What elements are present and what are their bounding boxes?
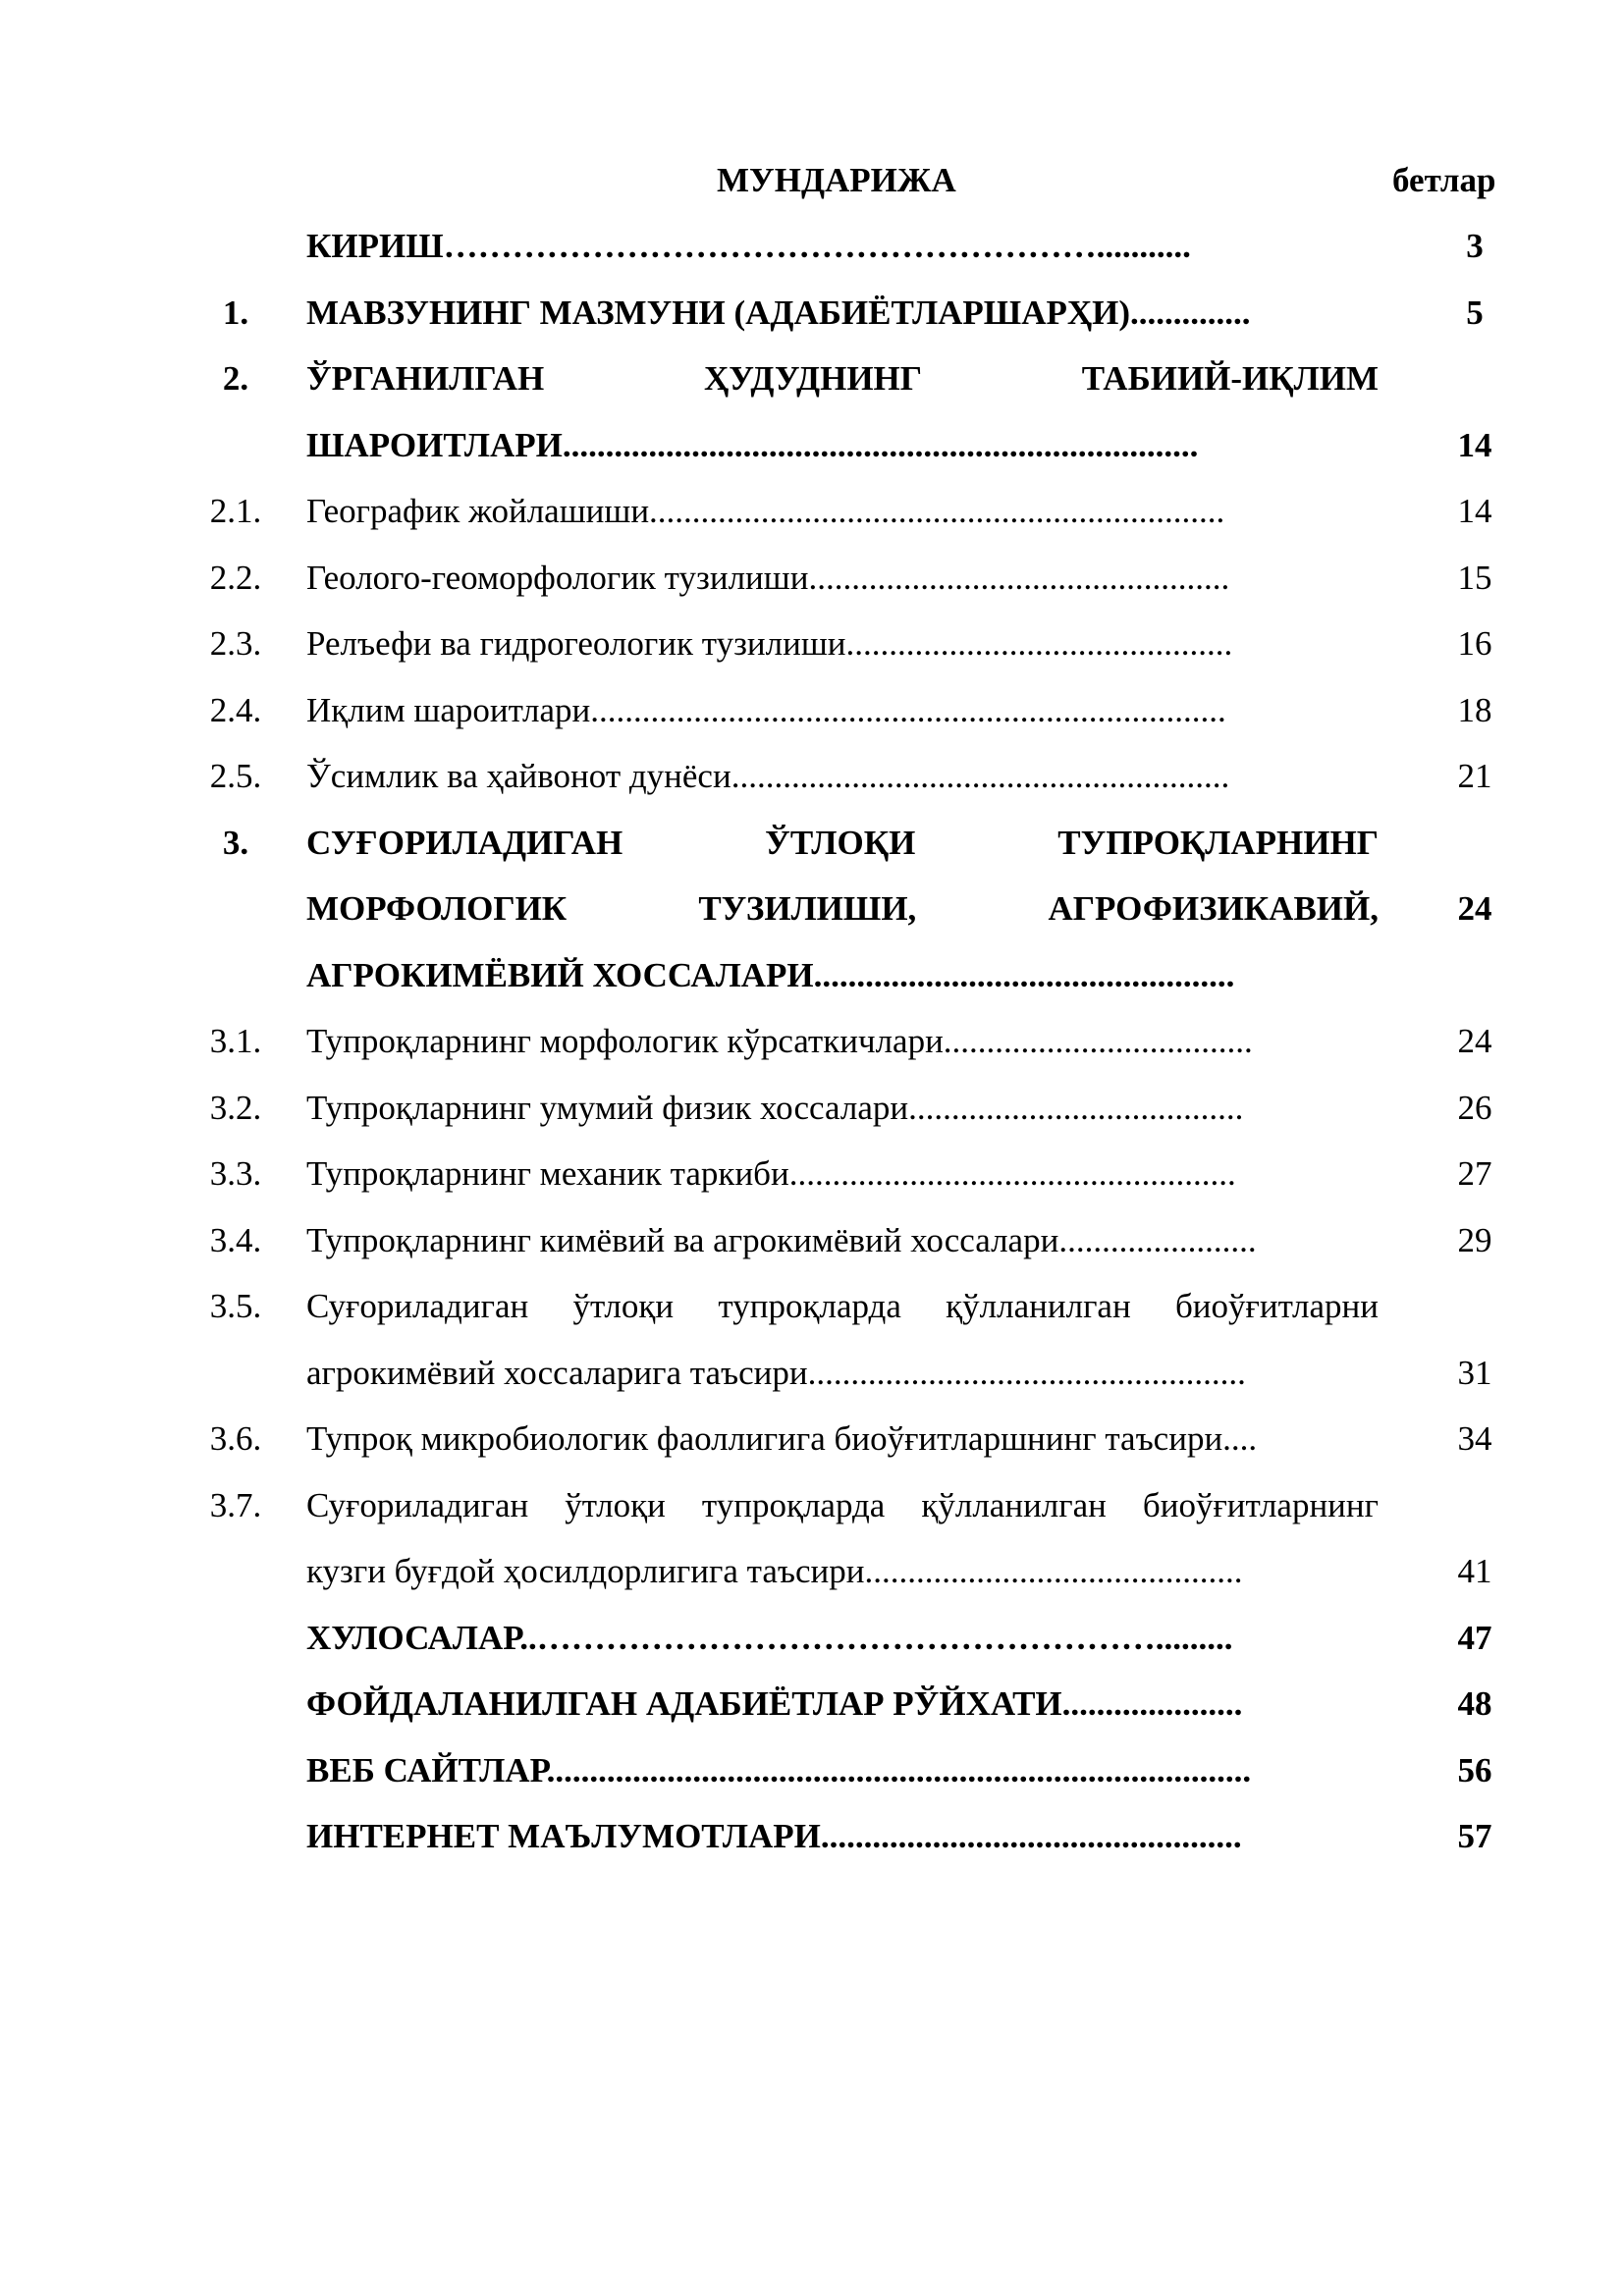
toc-entry-page: 24 <box>1457 889 1492 928</box>
toc-entry <box>0 1216 1624 1265</box>
toc-entry <box>0 884 1624 934</box>
toc-entry-page: 47 <box>1457 1619 1492 1657</box>
toc-entry-text: АГРОКИМЁВИЙ ХОССАЛАРИ................................................. <box>306 956 1235 994</box>
toc-entry-page: 57 <box>1457 1817 1492 1855</box>
toc-entry <box>0 686 1624 735</box>
toc-entry-page: 21 <box>1457 757 1492 795</box>
toc-entry-page: 5 <box>1466 294 1484 332</box>
toc-entry <box>0 752 1624 801</box>
toc-entry-text: КИРИШ…………………………………………………........... <box>306 227 1191 265</box>
toc-entry <box>0 289 1624 338</box>
toc-entry-page: 16 <box>1457 624 1492 663</box>
toc-entry-page: 29 <box>1457 1221 1492 1259</box>
toc-entry-page: 26 <box>1457 1089 1492 1127</box>
toc-entry-text: Ўсимлик ва ҳайвонот дунёси.......................................................... <box>306 757 1230 795</box>
toc-entry-number: 3.5. <box>209 1287 262 1325</box>
toc-entry <box>0 487 1624 536</box>
toc-title: МУНДАРИЖА <box>717 161 956 199</box>
toc-entry-number: 2.3. <box>209 624 262 663</box>
toc-entry-text: Географик жойлашиши................................................................... <box>306 492 1225 530</box>
toc-entry-page: 56 <box>1457 1751 1492 1789</box>
toc-entry-number: 3.1. <box>209 1022 262 1060</box>
toc-entry <box>0 1282 1624 1331</box>
toc-entry-text: ИНТЕРНЕТ МАЪЛУМОТЛАРИ................................................. <box>306 1817 1242 1855</box>
toc-entry-text: Релъефи ва гидрогеологик тузилиши............................................. <box>306 624 1233 663</box>
toc-entry <box>0 222 1624 271</box>
toc-entry-text: Тупроқларнинг морфологик кўрсаткичлари.................................... <box>306 1022 1253 1060</box>
toc-entry <box>0 1415 1624 1464</box>
toc-entry-number: 3.2. <box>209 1089 262 1127</box>
toc-entry-page: 27 <box>1457 1154 1492 1193</box>
toc-entry <box>0 619 1624 668</box>
toc-entry-page: 18 <box>1457 691 1492 729</box>
toc-entry <box>0 1349 1624 1398</box>
toc-entry-text: Тупроқ микробиологик фаоллигига биоўғитларшнинг таъсири.... <box>306 1419 1258 1458</box>
toc-entry-text: Тупроқларнинг кимёвий ва агрокимёвий хоссалари....................... <box>306 1221 1257 1259</box>
toc-entry-page: 31 <box>1457 1354 1492 1392</box>
toc-entry-page: 3 <box>1466 227 1484 265</box>
toc-entry-page: 15 <box>1457 559 1492 597</box>
toc-entry-text: ЎРГАНИЛГАН ҲУДУДНИНГ ТАБИИЙ-ИҚЛИМ <box>306 359 1379 398</box>
toc-entry-page: 34 <box>1457 1419 1492 1458</box>
toc-entry-number: 2.2. <box>209 559 262 597</box>
toc-entry-page: 48 <box>1457 1684 1492 1723</box>
toc-entry-number: 2.1. <box>209 492 262 530</box>
toc-entry-text: Суғориладиган ўтлоқи тупроқларда қўлланилган биоўғитларни <box>306 1287 1379 1325</box>
toc-entry-text: ВЕБ САЙТЛАР.................................................................................. <box>306 1751 1252 1789</box>
toc-entry <box>0 1017 1624 1066</box>
toc-entry-number: 3.4. <box>209 1221 262 1259</box>
toc-entry <box>0 1084 1624 1133</box>
toc-entry-text: Геолого-геоморфологик тузилиши................................................. <box>306 559 1230 597</box>
toc-entry-text: Иқлим шароитлари.......................................................................... <box>306 691 1226 729</box>
toc-entry <box>0 1680 1624 1729</box>
toc-entry <box>0 354 1624 403</box>
toc-entry-text: МОРФОЛОГИК ТУЗИЛИШИ, АГРОФИЗИКАВИЙ, <box>306 889 1379 928</box>
toc-entry-number: 2. <box>222 359 249 398</box>
toc-entry-text: Суғориладиган ўтлоқи тупроқларда қўлланилган биоўғитларнинг <box>306 1486 1379 1524</box>
toc-entry-text: Тупроқларнинг механик таркиби.................................................... <box>306 1154 1236 1193</box>
toc-entry <box>0 1614 1624 1663</box>
toc-entry-page: 41 <box>1457 1552 1492 1590</box>
toc-entry-text: Тупроқларнинг умумий физик хоссалари....................................... <box>306 1089 1244 1127</box>
toc-entry <box>0 421 1624 470</box>
toc-entry-page: 14 <box>1457 426 1492 464</box>
toc-entry-text: СУҒОРИЛАДИГАН ЎТЛОҚИ ТУПРОҚЛАРНИНГ <box>306 824 1379 862</box>
toc-entry-number: 3.3. <box>209 1154 262 1193</box>
toc-entry-page: 24 <box>1457 1022 1492 1060</box>
toc-entry <box>0 1481 1624 1530</box>
toc-entry-number: 2.5. <box>209 757 262 795</box>
toc-entry <box>0 951 1624 1000</box>
toc-entry <box>0 554 1624 603</box>
toc-entry <box>0 1149 1624 1199</box>
toc-entry <box>0 819 1624 868</box>
toc-entry-number: 1. <box>222 294 249 332</box>
toc-entry-number: 2.4. <box>209 691 262 729</box>
toc-entry-text: агрокимёвий хоссаларига таъсири................................................... <box>306 1354 1246 1392</box>
toc-entry-number: 3. <box>222 824 249 862</box>
toc-entry-text: ШАРОИТЛАРИ.......................................................................... <box>306 426 1199 464</box>
toc-entry <box>0 1547 1624 1596</box>
toc-entry-text: ХУЛОСАЛАР..………………………………………………......... <box>306 1619 1233 1657</box>
toc-entry-text: кузги буғдой ҳосилдорлигига таъсири............................................ <box>306 1552 1243 1590</box>
pages-column-label: бетлар <box>1392 161 1496 199</box>
toc-entry <box>0 1812 1624 1861</box>
toc-entry-page: 14 <box>1457 492 1492 530</box>
toc-entry <box>0 1746 1624 1795</box>
toc-entry-text: ФОЙДАЛАНИЛГАН АДАБИЁТЛАР РЎЙХАТИ..................... <box>306 1684 1243 1723</box>
toc-entry-text: МАВЗУНИНГ МАЗМУНИ (АДАБИЁТЛАРШАРҲИ).............. <box>306 294 1251 332</box>
toc-entry-number: 3.6. <box>209 1419 262 1458</box>
toc-entry-number: 3.7. <box>209 1486 262 1524</box>
